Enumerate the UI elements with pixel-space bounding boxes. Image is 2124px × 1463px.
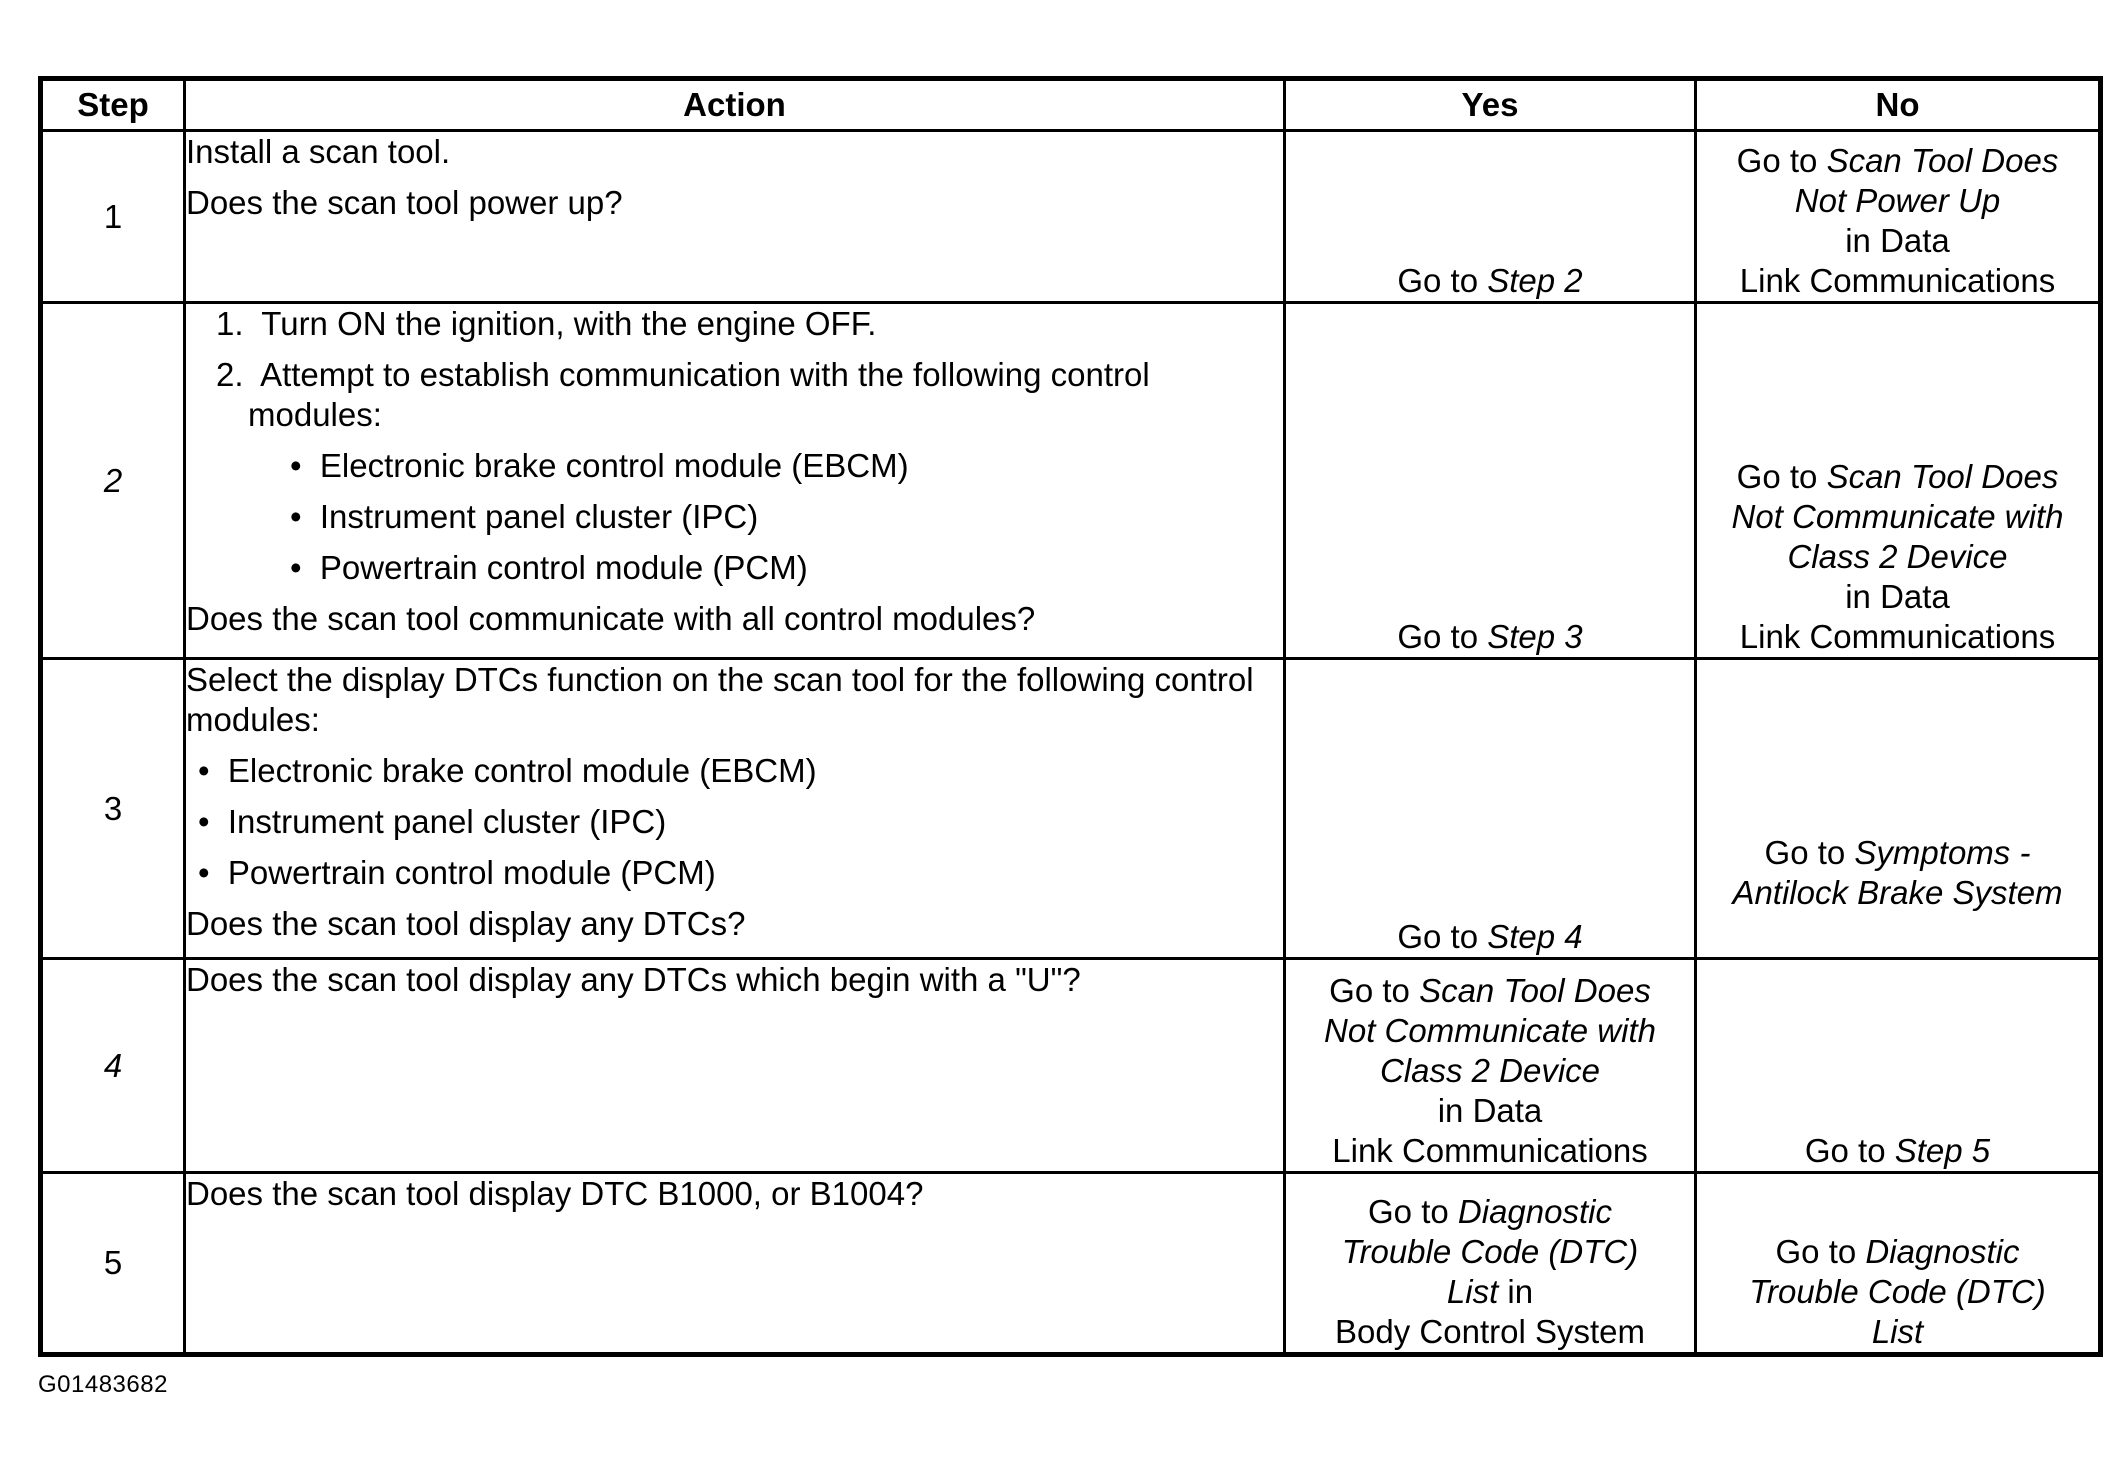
reference-title: Trouble Code (DTC) [1749,1273,2046,1310]
no-link[interactable] [1697,833,2098,913]
step-number: 4 [41,959,185,1173]
yes-cell [1285,659,1696,959]
reference-title: Scan Tool Does [1826,142,2059,179]
no-cell [1696,1173,2101,1355]
action-cell [185,959,1285,1173]
action-cell [185,303,1285,659]
reference-title: Antilock Brake System [1732,874,2063,911]
bullet-item: • Electronic brake control module (EBCM) [290,447,909,484]
bullet-text: Instrument panel cluster (IPC) [319,498,759,535]
bullet-item: • Instrument panel cluster (IPC) [290,498,759,535]
header-step: Step [41,79,185,131]
no-cell [1696,303,2101,659]
step-reference: Step 2 [1487,262,1583,299]
numbered-item [186,355,1283,435]
reference-section: Link Communications [1332,1132,1648,1169]
reference-section: Body Control System [1335,1313,1645,1350]
bullet-text: Electronic brake control module (EBCM) [227,752,817,789]
action-question: Does the scan tool display DTC B1000, or B1004? [186,1175,924,1212]
no-link[interactable] [1697,141,2098,301]
step-number: 2 [41,303,185,659]
reference-section: in Data [1845,222,1950,259]
bullet-item: • Instrument panel cluster (IPC) [198,803,667,840]
table-row [41,303,2101,659]
goto-text: Go to [1397,618,1488,655]
step-reference: Step 4 [1487,918,1583,955]
yes-cell [1285,959,1696,1173]
step-number: 1 [41,131,185,303]
bullet-text: Electronic brake control module (EBCM) [319,447,909,484]
reference-title: Scan Tool Does [1826,458,2059,495]
reference-connector: in [1498,1273,1534,1310]
action-question: Does the scan tool power up? [186,184,623,221]
step-number: 3 [41,659,185,959]
item-number: 1. [216,305,244,342]
bullet-text: Powertrain control module (PCM) [319,549,808,586]
action-question: Does the scan tool display any DTCs? [186,905,746,942]
goto-text: Go to [1736,458,1827,495]
action-cell [185,659,1285,959]
reference-title: Not Communicate with [1324,1012,1656,1049]
goto-text: Go to [1397,918,1488,955]
yes-link[interactable] [1286,971,1694,1171]
goto-text: Go to [1775,1233,1866,1270]
yes-link[interactable] [1397,262,1582,299]
table-row [41,959,2101,1173]
reference-title: List [1871,1313,1924,1350]
reference-title: Diagnostic [1865,1233,2020,1270]
bullet-item: • Powertrain control module (PCM) [198,854,716,891]
yes-cell [1285,1173,1696,1355]
reference-section: Link Communications [1739,262,2056,299]
table-row [41,1173,2101,1355]
action-cell [185,1173,1285,1355]
reference-title: Class 2 Device [1787,538,2008,575]
header-row [41,79,2101,131]
action-question: Does the scan tool communicate with all control modules? [186,600,1036,637]
bullet-item: • Electronic brake control module (EBCM) [198,752,817,789]
reference-title: Symptoms - [1854,834,2031,871]
reference-title: Not Power Up [1794,182,2001,219]
figure-id: G01483682 [38,1371,168,1398]
step-reference: Step 3 [1487,618,1583,655]
reference-title: Not Communicate with [1731,498,2064,535]
reference-title: Scan Tool Does [1419,972,1651,1009]
reference-title: Class 2 Device [1379,1052,1601,1089]
reference-title: Diagnostic [1457,1193,1612,1230]
yes-cell [1285,131,1696,303]
item-number: 2. [216,356,244,393]
reference-section: Link Communications [1739,618,2056,655]
no-cell [1696,131,2101,303]
step-reference: Step 5 [1894,1132,1991,1169]
item-text: Attempt to establish communication with the following control modules: [248,356,1150,433]
bullet-text: Instrument panel cluster (IPC) [227,803,667,840]
action-cell [185,131,1285,303]
goto-text: Go to [1368,1193,1458,1230]
step-number: 5 [41,1173,185,1355]
reference-section: in Data [1845,578,1950,615]
bullet-text: Powertrain control module (PCM) [227,854,716,891]
table-row [41,659,2101,959]
item-text: Turn ON the ignition, with the engine OFF. [261,305,877,342]
goto-text: Go to [1736,142,1827,179]
action-line: Install a scan tool. [186,133,451,170]
yes-cell [1285,303,1696,659]
goto-text: Go to [1804,1132,1895,1169]
diagnostic-table [38,76,2103,1357]
no-link[interactable] [1697,457,2098,657]
goto-text: Go to [1764,834,1855,871]
header-yes: Yes [1285,79,1696,131]
no-link[interactable] [1805,1132,1990,1169]
no-cell [1696,659,2101,959]
bullet-item: • Powertrain control module (PCM) [290,549,808,586]
header-no: No [1696,79,2101,131]
yes-link[interactable] [1286,1192,1694,1352]
table-row [41,131,2101,303]
goto-text: Go to [1397,262,1488,299]
reference-title: List [1446,1273,1499,1310]
reference-title: Trouble Code (DTC) [1341,1233,1639,1270]
no-cell [1696,959,2101,1173]
yes-link[interactable] [1397,618,1582,655]
action-question: Does the scan tool display any DTCs which begin with a "U"? [186,961,1081,998]
header-action: Action [185,79,1285,131]
numbered-item [186,304,1283,344]
no-link[interactable] [1697,1232,2098,1352]
action-intro: Select the display DTCs function on the scan tool for the following control modules: [186,661,1254,738]
yes-link[interactable] [1397,918,1582,955]
goto-text: Go to [1329,972,1420,1009]
reference-section: in Data [1437,1092,1543,1129]
